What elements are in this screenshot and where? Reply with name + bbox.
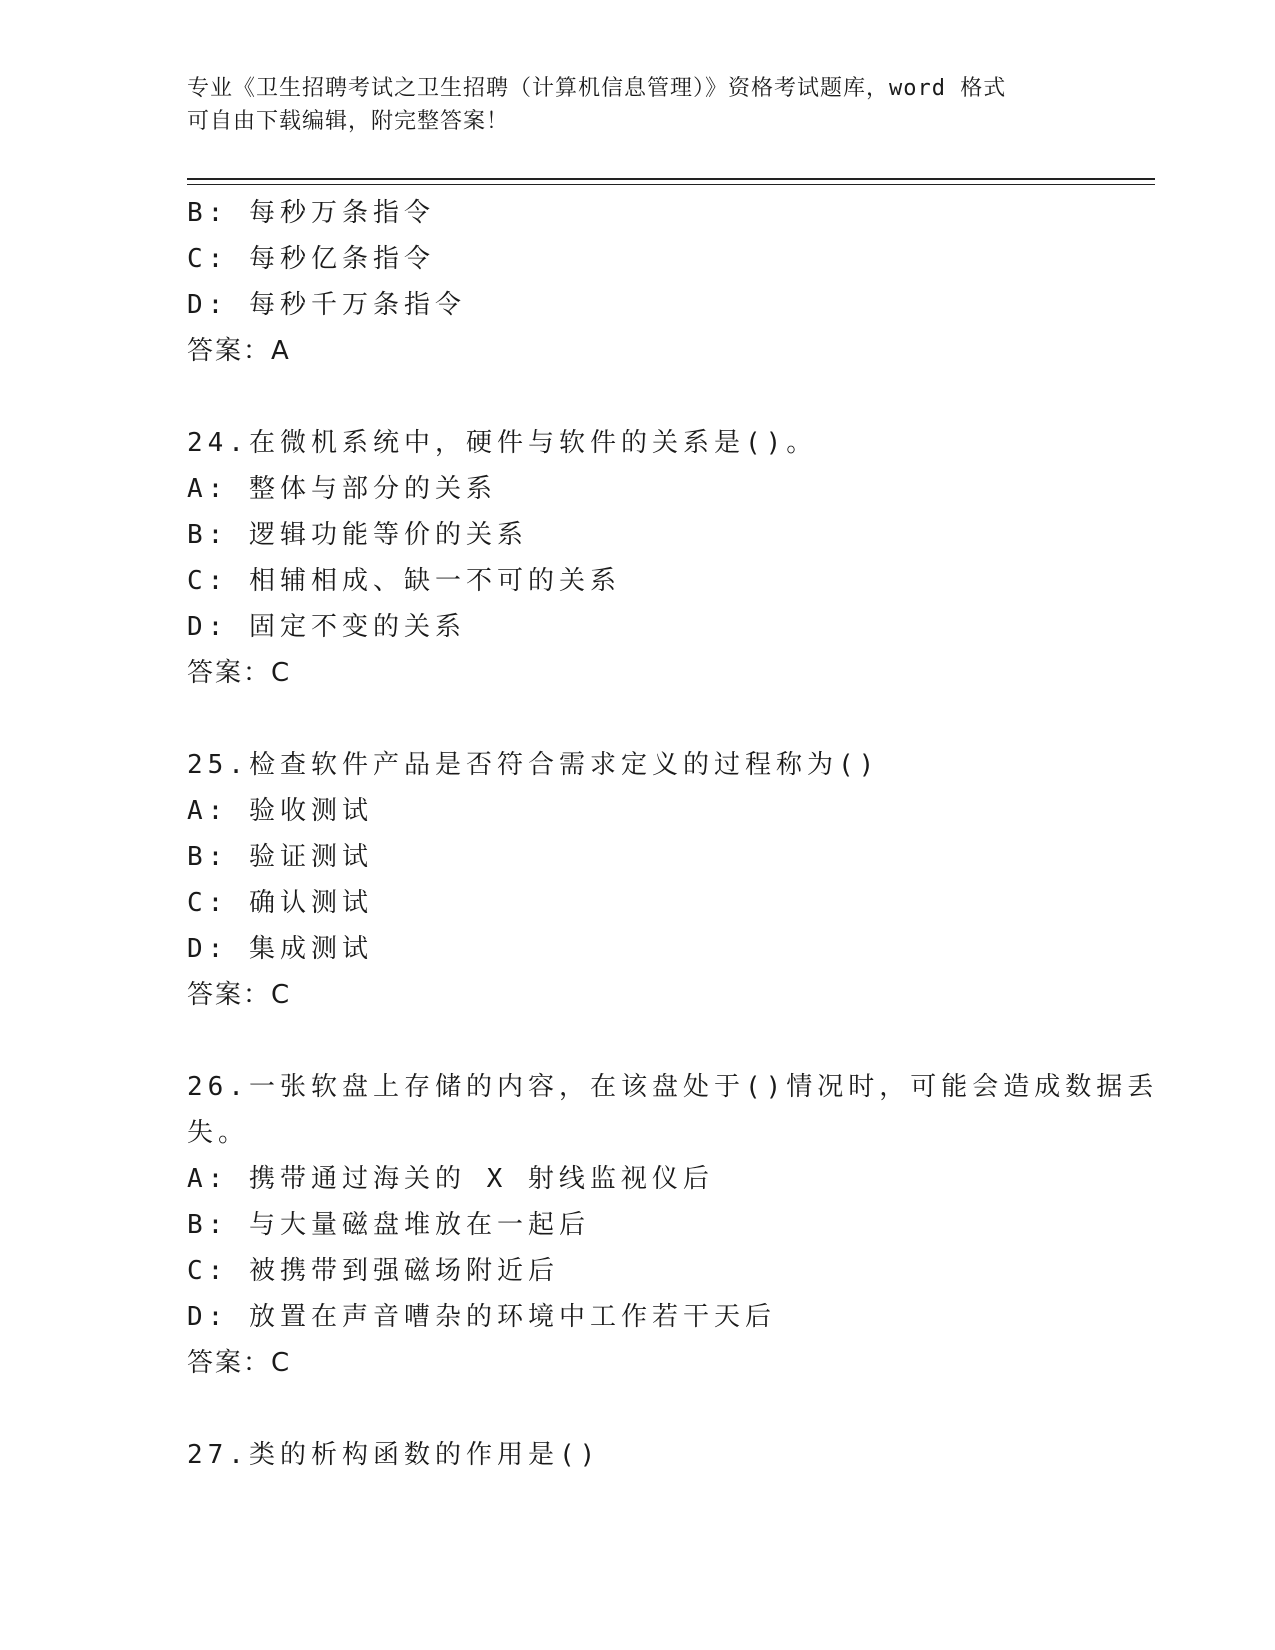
answer: 答案：A	[187, 336, 291, 366]
option-a: A: 整体与部分的关系	[187, 474, 497, 504]
question-26	[187, 1064, 1159, 1386]
question-27	[187, 1432, 1087, 1478]
option-c: C: 被携带到强磁场附近后	[187, 1256, 559, 1286]
question-text: 24.在微机系统中，硬件与软件的关系是()。	[187, 428, 818, 458]
question-list	[187, 190, 1159, 1478]
answer: 答案：C	[187, 980, 292, 1010]
question-text: 25.检查软件产品是否符合需求定义的过程称为()	[187, 750, 880, 780]
option-b: B: 验证测试	[187, 842, 373, 872]
header-divider-thick	[187, 178, 1155, 180]
header-line-2: 可自由下载编辑，附完整答案！	[187, 109, 510, 134]
header-divider-thin	[187, 184, 1155, 185]
option-c: C: 相辅相成、缺一不可的关系	[187, 566, 621, 596]
question-24	[187, 420, 1087, 696]
question-23-tail	[187, 190, 1087, 374]
option-d: D: 集成测试	[187, 934, 373, 964]
option-d: D: 固定不变的关系	[187, 612, 466, 642]
option-d: D: 放置在声音嘈杂的环境中工作若干天后	[187, 1302, 776, 1332]
option-d: D: 每秒千万条指令	[187, 290, 466, 320]
document-header	[187, 72, 1087, 138]
option-c: C: 确认测试	[187, 888, 373, 918]
option-b: B: 与大量磁盘堆放在一起后	[187, 1210, 590, 1240]
question-25	[187, 742, 1087, 1018]
option-a: A: 携带通过海关的 X 射线监视仪后	[187, 1164, 714, 1194]
option-b: B: 每秒万条指令	[187, 198, 435, 228]
answer: 答案：C	[187, 1348, 292, 1378]
header-line-1: 专业《卫生招聘考试之卫生招聘（计算机信息管理）》资格考试题库，word 格式	[187, 76, 1007, 101]
option-c: C: 每秒亿条指令	[187, 244, 435, 274]
question-text: 27.类的析构函数的作用是()	[187, 1440, 601, 1470]
answer: 答案：C	[187, 658, 292, 688]
option-b: B: 逻辑功能等价的关系	[187, 520, 528, 550]
question-text-line-2: 失。	[187, 1118, 250, 1148]
option-a: A: 验收测试	[187, 796, 373, 826]
question-text-line-1: 26.一张软盘上存储的内容，在该盘处于()情况时，可能会造成数据丢	[187, 1072, 1159, 1102]
